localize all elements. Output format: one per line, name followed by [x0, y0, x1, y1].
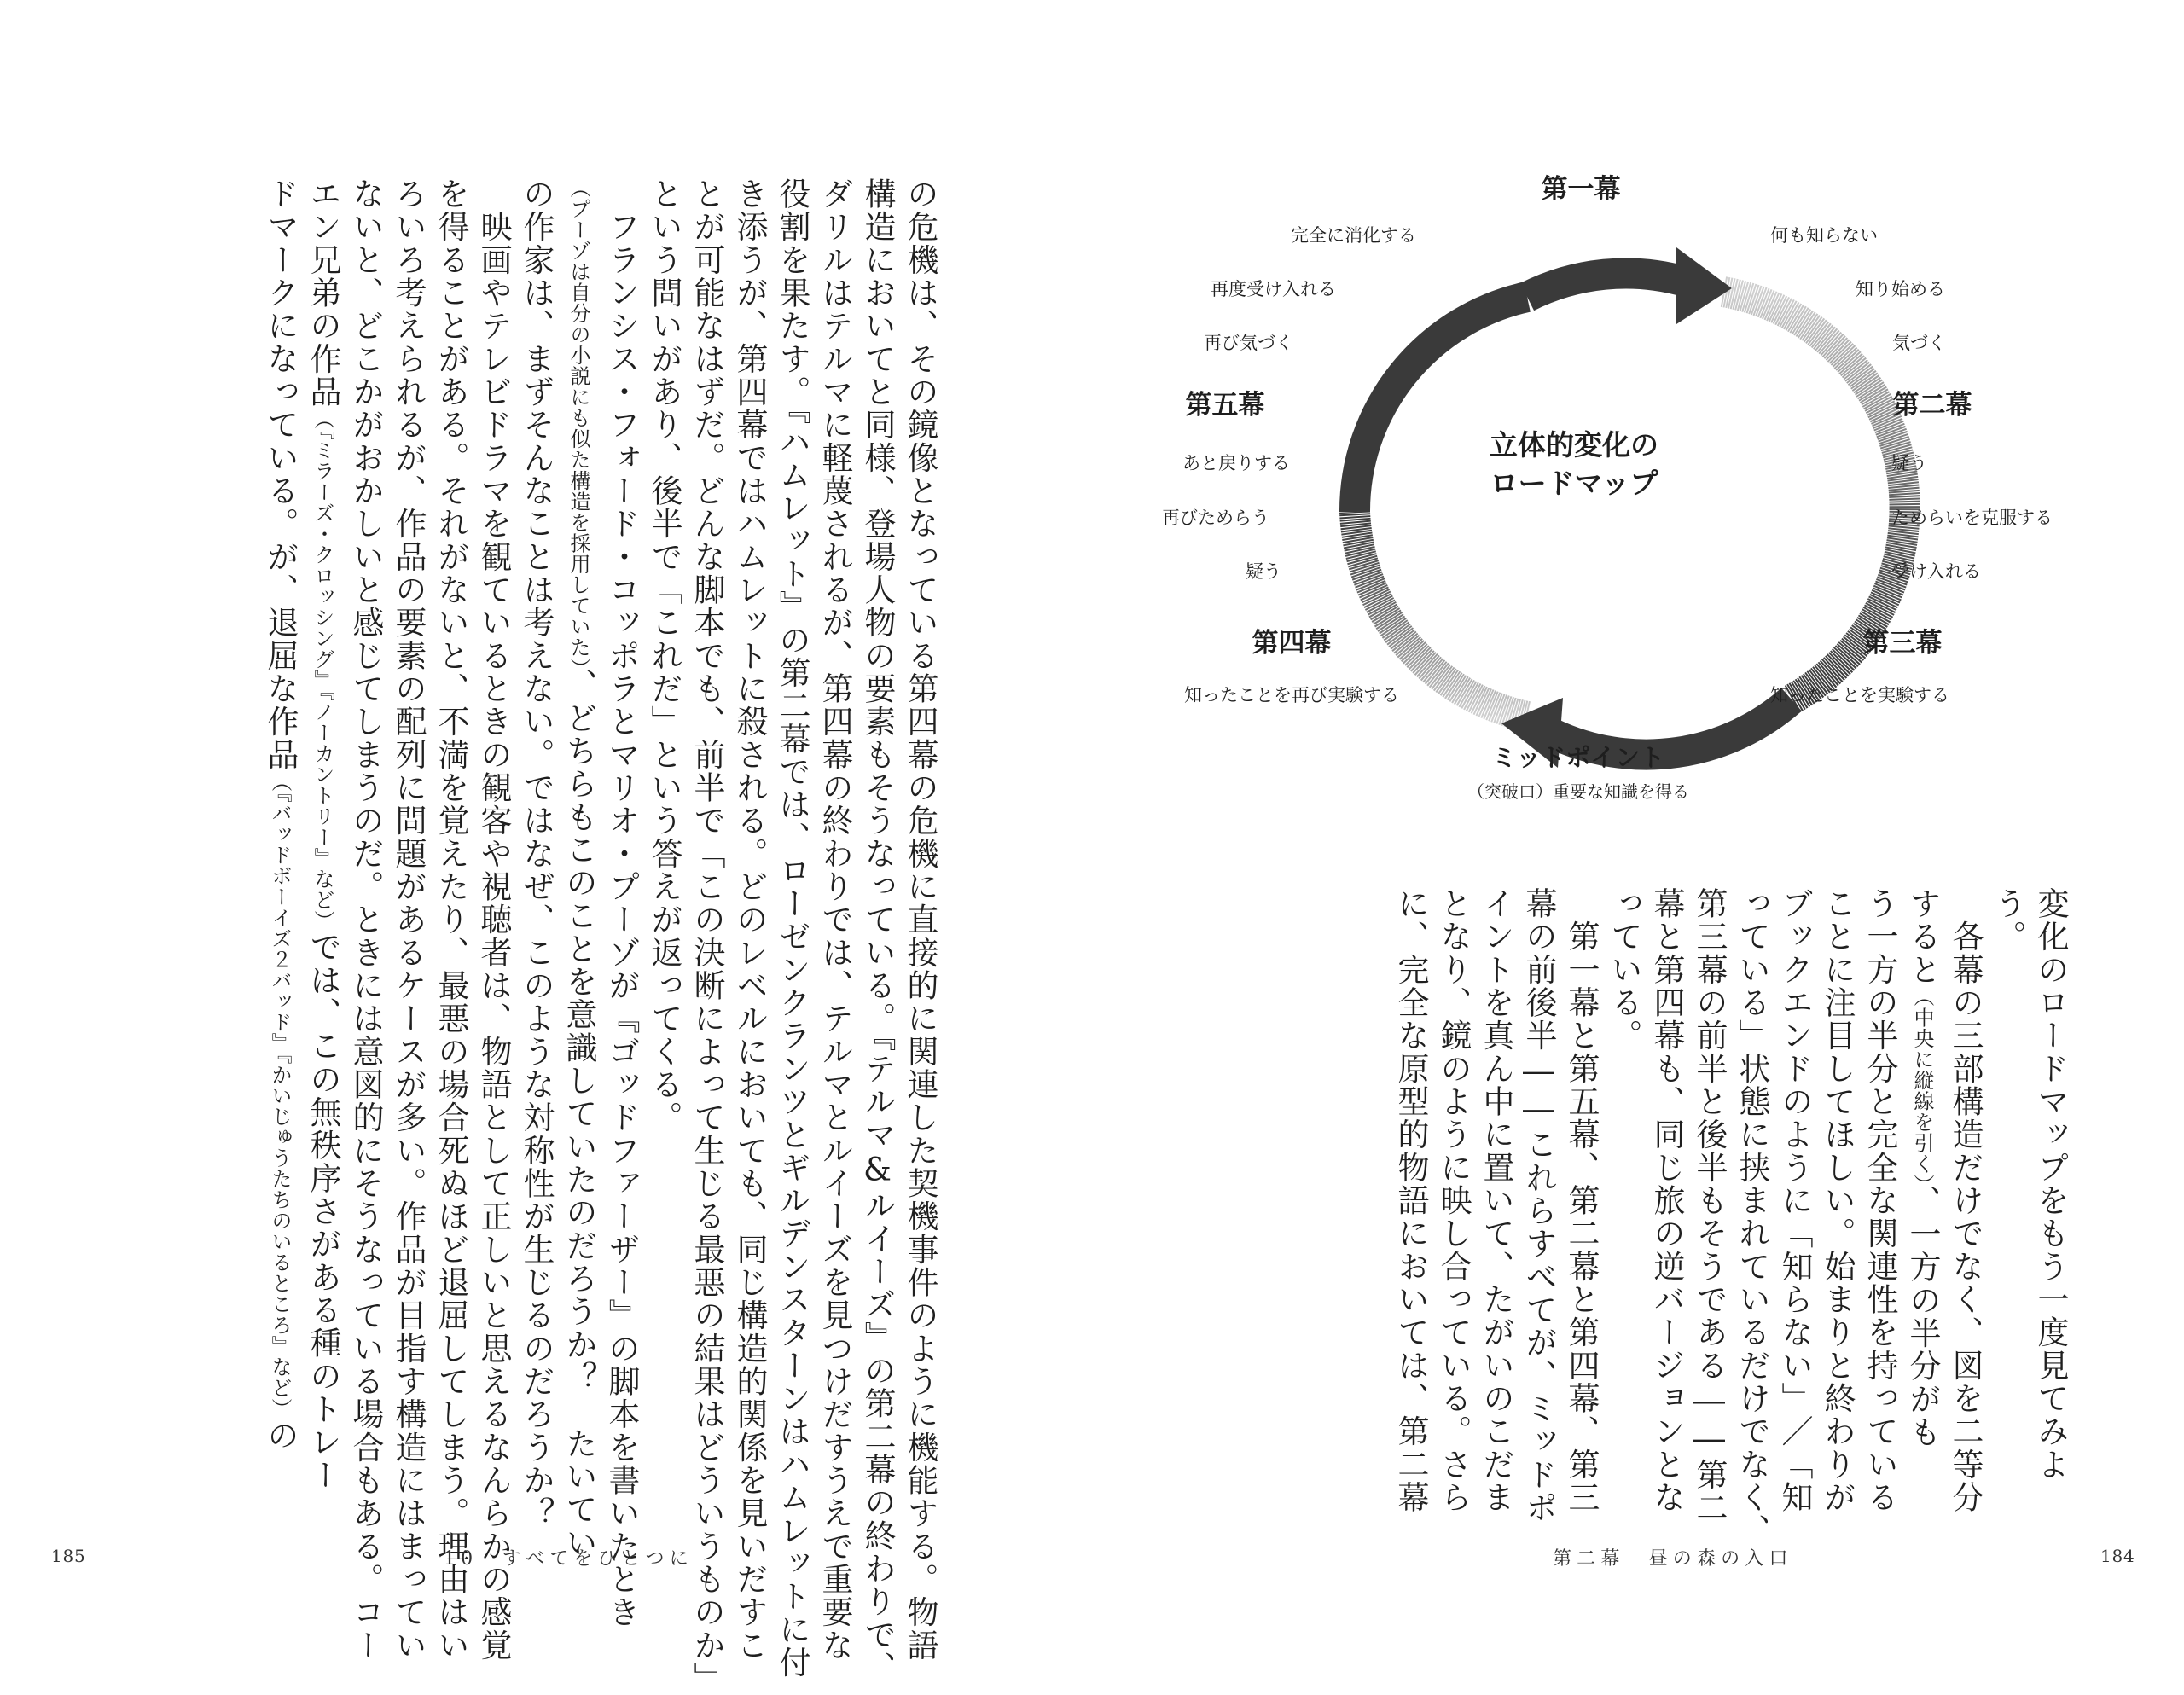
right-col-15: となり、鏡のように映し合っている。さら	[1435, 887, 1472, 1514]
right-step-6: 受け入れる	[1891, 561, 1981, 582]
act-2-label: 第二幕	[1892, 390, 1972, 421]
right-col-4-tail: 、一方の半分がも	[1904, 1184, 1941, 1449]
left-step-5: 再びためらう	[1162, 508, 1269, 528]
diagram-center-title-line2: ロードマップ	[1490, 467, 1658, 500]
right-col-9: 第三幕の前半と後半もそうである――第二	[1691, 887, 1728, 1524]
left-col-10: の作家は、まずそんなことは考えない。ではなぜ、このような対称性が生じるのだろうか？	[518, 177, 555, 1530]
right-col-10: 幕と第四幕も、同じ旅の逆バージョンとな	[1648, 887, 1685, 1514]
roadmap-diagram	[1162, 154, 2133, 836]
right-step-7: 知ったことを実験する	[1770, 685, 1949, 705]
left-col-14: ないと、どこかがおかしいと感じてしまうのだ。ときには意図的にそうなっている場合もある。コー	[347, 177, 384, 1662]
left-col-1: の危機は、その鏡像となっている第四幕の危機に直接的に関連した契機事件のように機能する。物語	[902, 177, 938, 1662]
right-step-1: 何も知らない	[1770, 225, 1878, 246]
right-col-7: ブックエンドのように「知らない」／「知	[1776, 887, 1813, 1514]
left-col-8	[603, 177, 640, 1629]
right-col-4-text: すると	[1904, 887, 1941, 986]
right-running-header: 第二幕 昼の森の入口	[1553, 1548, 1793, 1570]
right-step-5: ためらいを克服する	[1891, 508, 2053, 528]
left-col-15	[307, 177, 339, 1491]
left-col-7: という問いがあり、後半で「これだ」という答えが返ってくる。	[646, 177, 682, 1135]
left-page-number: 185	[51, 1546, 86, 1566]
left-col-16-text: ドマークになっている。が、退屈な作品	[262, 177, 299, 771]
left-col-5: き添うが、第四幕ではハムレットに殺される。どのレベルにおいても、同じ構造的関係を見いだすこ	[731, 177, 768, 1662]
left-col-12: を得ることがある。それがないと、不満を覚えたり、最悪の場合死ぬほど退屈してしまう。理由はい	[433, 177, 469, 1662]
right-col-13: 幕の前後半――これらすべてが、ミッドポ	[1520, 887, 1557, 1524]
left-col-8-text: フランシス・フォード・コッポラとマリオ・プーゾが『ゴッドファーザー』の脚本を書いたとき	[603, 177, 640, 1629]
left-step-4: あと戻りする	[1182, 453, 1290, 473]
arrow-head-top	[1676, 247, 1732, 324]
right-col-3: 各幕の三部構造だけでなく、図を二等分	[1947, 887, 1984, 1514]
right-step-4: 疑う	[1891, 453, 1927, 473]
right-col-11: っている。	[1606, 887, 1642, 1053]
left-step-6: 疑う	[1246, 561, 1281, 582]
right-col-16: に、完全な原型的物語においては、第二幕	[1392, 887, 1429, 1514]
left-col-16-tail: の	[262, 1419, 299, 1453]
left-col-13: ろいろ考えられるが、作品の要素の配列に問題があるケースが多い。作品が目指す構造にはまってい	[390, 177, 427, 1662]
right-page-number: 184	[2100, 1546, 2135, 1566]
left-col-11: 映画やテレビドラマを観ているときの観客や視聴者は、物語として正しいと思えるなんらかの感覚	[475, 177, 512, 1662]
left-col-9-text: 、どちらもこのことを意識していたのだろうか？ たいてい	[561, 668, 597, 1559]
left-running-header: 10 すべてをひとつに	[444, 1548, 694, 1570]
left-step-2: 再度受け入れる	[1211, 279, 1336, 299]
right-col-6: ことに注目してほしい。始まりと終わりが	[1819, 887, 1856, 1514]
midpoint-subtitle: （突破口）重要な知識を得る	[1467, 781, 1689, 802]
left-col-15-tail: では、この無秩序さがある種のトレー	[305, 931, 341, 1492]
right-col-2: う。	[1989, 887, 2026, 954]
right-col-8: っている」状態に挟まれているだけでなく、	[1734, 887, 1770, 1547]
diagram-center-title-line1: 立体的変化の	[1490, 428, 1658, 461]
right-col-12: 第一幕と第五幕、第二幕と第四幕、第三	[1563, 887, 1600, 1514]
left-col-3: ダリルはテルマに軽蔑されるが、第四幕の終わりでは、テルマとルイーズを見つけだすうえで重要な	[816, 177, 853, 1662]
right-col-5: う一方の半分と完全な関連性を持っている	[1862, 887, 1898, 1514]
right-step-3: 気づく	[1892, 333, 1946, 353]
left-col-9-aside: （プーゾは自分の小説にも似た構造を採用していた）	[566, 177, 590, 669]
act-5-label: 第五幕	[1185, 390, 1265, 421]
left-col-15-text: エン兄弟の作品	[305, 177, 341, 409]
left-step-3: 再び気づく	[1204, 333, 1293, 353]
left-col-9	[563, 177, 595, 1559]
left-col-16	[262, 177, 299, 1453]
act-1-label: 第一幕	[1541, 174, 1621, 205]
left-col-15-aside: （『ミラーズ・クロッシング』『ノーカントリー』など）	[311, 408, 334, 932]
left-col-4: 役割を果たす。『ハムレット』の第二幕では、ローゼンクランツとギルデンスターンはハムレットに付	[774, 177, 810, 1680]
right-step-2: 知り始める	[1856, 279, 1945, 299]
act-4-label: 第四幕	[1252, 628, 1332, 659]
midpoint-title: ミッドポイント	[1491, 743, 1665, 772]
left-col-6: とが可能なはずだ。どんな脚本でも、前半で「この決断によって生じる最悪の結果はどういうものか」	[688, 177, 725, 1695]
left-col-16-aside: （『バッドボーイズ２バッド』『かいじゅうたちのいるところ』など）	[268, 770, 292, 1419]
left-col-2: 構造においてと同様、登場人物の要素もそうなっている。『テルマ&ルイーズ』の第二幕の終わりで、	[859, 177, 896, 1685]
right-col-14: イントを真ん中に置いて、たがいのこだま	[1478, 887, 1514, 1514]
right-col-4	[1904, 887, 1941, 1449]
left-step-7: 知ったことを再び実験する	[1184, 685, 1399, 705]
ring-top-arc	[1527, 273, 1685, 297]
act-3-label: 第三幕	[1862, 628, 1943, 659]
left-step-1: 完全に消化する	[1291, 225, 1416, 246]
right-col-4-aside: （中央に縦線を引く）	[1910, 986, 1934, 1185]
right-col-1: 変化のロードマップをもう一度見てみよ	[2032, 887, 2069, 1481]
